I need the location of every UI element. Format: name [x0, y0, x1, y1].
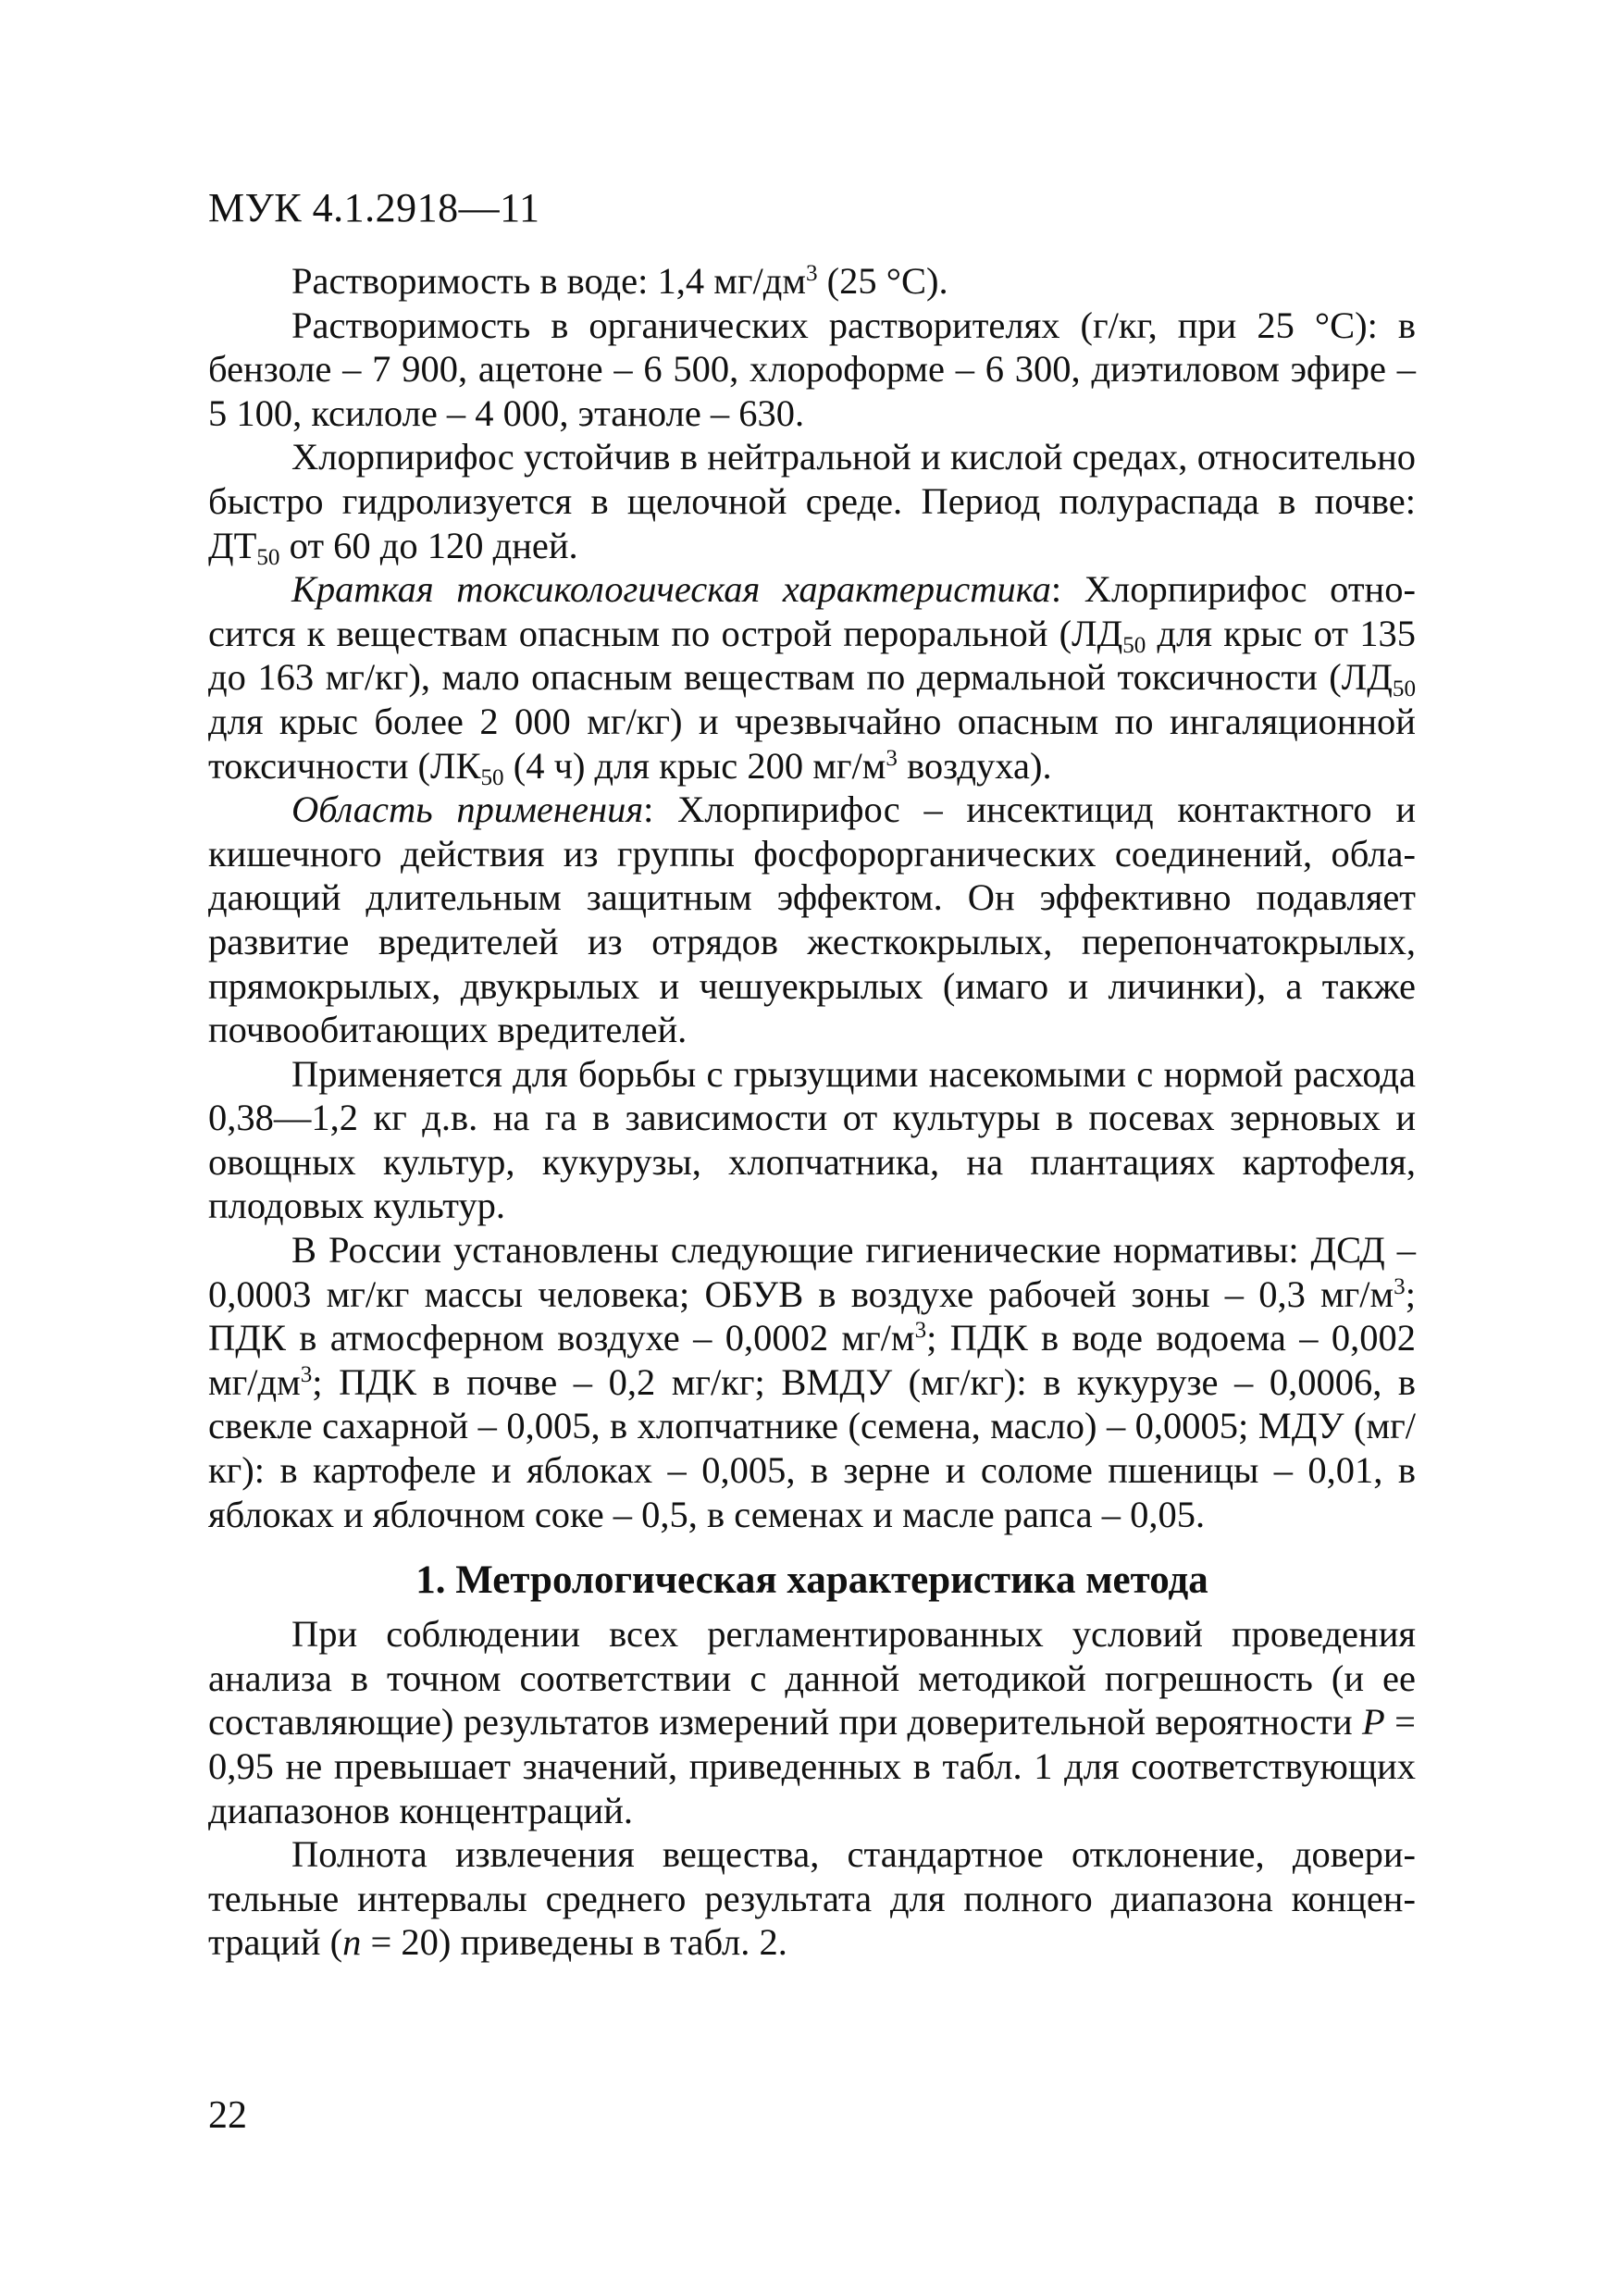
paragraph-metrology-conditions: При соблюдении всех регламентированных условий проведения анализа в точном соответствии с данной методикой погрешность (и ее составляющие) результатов измерений при доверительной вероятности Р = 0,95 не превышает значений, приведенных в табл. 1 для соответствующих диапазонов концентраций. — [208, 1613, 1416, 1831]
page-number: 22 — [208, 2094, 247, 2137]
paragraph-usage: Применяется для борьбы с грызущими насекомыми с нормой расхода 0,38—1,2 кг д.в. на га в зависимости от культуры в посевах зерновых и овощных культур, кукурузы, хлопчатника, на плантациях картофеля, плодовых культур. — [208, 1052, 1416, 1227]
paragraph-hygiene-norms: В России установлены следующие гигиенические нормативы: ДСД – 0,0003 мг/кг массы человека; ОБУВ в воздухе рабочей зоны – 0,3 $мг/м^3$; ПДК в атмосферном воздухе – 0,0002 $мг/м^3$; ПДК в воде водоема – 0,002 $мг/дм^3$; ПДК в почве – 0,2 мг/кг; ВМДУ (мг/кг): в кукурузе – 0,0006, в свекле сахарной – 0,005, в хлопчатнике (семена, масло) – 0,0005; МДУ (мг/кг): в картофеле и яблоках – 0,005, в зерне и соломе пшеницы – 0,01, в яблоках и яблочном соке – 0,5, в семенах и масле рапса – 0,05. — [208, 1229, 1416, 1535]
paragraph-application-area: Область применения: Хлорпирифос – инсектицид контактного и кишечного действия из группы фосфорорганических соединений, обладающий длительным защитным эффектом. Он эффективно подавляет развитие вредителей из отрядов жесткокрылых, перепончатокрылых, прямокрылых, двукрылых и чешуекрылых (имаго и личинки), а также почвообитающих вредителей. — [208, 788, 1416, 1051]
paragraph-toxicology: Краткая токсикологическая характеристика: Хлорпирифос относится к веществам опасным по острой пероральной ($ЛД_{50}$ для крыс от 135 до 163 мг/кг), мало опасным веществам по дермальной токсичности ($ЛД_{50}$ для крыс более 2 000 мг/кг) и чрезвычайно опасным по ингаляционной токсичности ($ЛК_{50}$ (4 ч) для крыс 200 $мг/м^3$ воздуха). — [208, 568, 1416, 790]
toxicology-label: Краткая токсикологическая характеристика — [291, 568, 1051, 611]
paragraph-water-solubility: Растворимость в воде: 1,4 $мг/дм^3$ (25 °С). — [291, 260, 948, 302]
application-label: Область применения — [291, 788, 644, 831]
paragraph-recovery: Полнота извлечения вещества, стандартное отклонение, доверительные интервалы среднего результата для полного диапазона концентраций (n = 20) приведены в табл. 2. — [208, 1833, 1416, 1964]
body-text — [208, 259, 1416, 1965]
paragraph-organic-solubility: Растворимость в органических растворителях (г/кг, при 25 °С): в бензоле – 7 900, ацетоне – 6 500, хлороформе – 6 300, диэтиловом эфире – 5 100, ксилоле – 4 000, этаноле – 630. — [208, 304, 1416, 434]
paragraph-stability: Хлорпирифос устойчив в нейтральной и кислой средах, относительно быстро гидролизуется в щелочной среде. Период полураспада в почве: $ДТ_{50}$ от 60 до 120 дней. — [208, 436, 1416, 570]
section-heading: 1. Метрологическая характеристика метода — [415, 1558, 1208, 1603]
document-code-header: МУК 4.1.2918—11 — [208, 185, 540, 230]
